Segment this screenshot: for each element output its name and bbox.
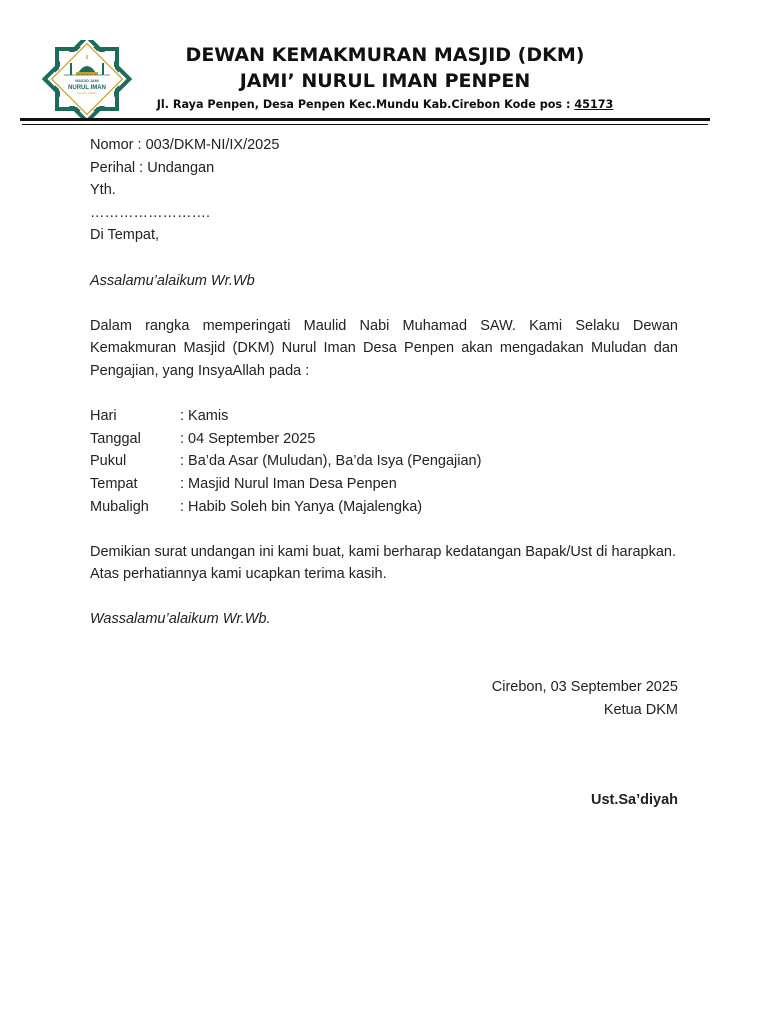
detail-value: : 04 September 2025: [180, 430, 316, 447]
detail-value: : Masjid Nurul Iman Desa Penpen: [180, 475, 397, 492]
detail-row-tempat: [90, 473, 678, 496]
closing-paragraph: Demikian surat undangan ini kami buat, kami berharap kedatangan Bapak/Ust di harapkan.: [90, 543, 676, 560]
letter-subject: Perihal : Undangan: [90, 159, 215, 176]
place-date: Cirebon, 03 September 2025: [491, 679, 678, 696]
detail-label: Mubaligh: [90, 498, 149, 515]
detail-value: : Habib Soleh bin Yanya (Majalengka): [180, 498, 423, 515]
letter-recipient: …………………….: [90, 204, 211, 221]
logo-mid-text: MASJID JAMI: [75, 79, 99, 83]
detail-row-pukul: [90, 450, 678, 473]
logo-main-text: NURUL IMAN: [68, 85, 106, 91]
letter-body: [90, 134, 678, 812]
letter-number: Nomor : 003/DKM-NI/IX/2025: [90, 137, 280, 153]
org-address: [140, 98, 630, 111]
detail-label: Hari: [90, 408, 117, 425]
opening-greeting: Assalamu’alaikum Wr.Wb: [90, 272, 255, 289]
logo-small-text: DEWAN KEMAKMURAN MASJID JAMI: [64, 74, 110, 77]
detail-label: Tanggal: [90, 430, 141, 447]
detail-row-hari: [90, 405, 678, 428]
signer-name: Ust.Sa’diyah: [590, 792, 678, 809]
letter-di-tempat: Di Tempat,: [90, 227, 160, 244]
signer-position: Ketua DKM: [603, 701, 678, 718]
letterhead: [0, 0, 768, 130]
event-details: [90, 405, 678, 518]
detail-label: Tempat: [90, 475, 138, 492]
letterhead-text: [140, 42, 630, 111]
logo-sub-text: Penpen · Mundu: [77, 92, 97, 95]
letterhead-rule-thin: [22, 124, 708, 125]
postcode: 45173: [574, 98, 614, 111]
detail-label: Pukul: [90, 453, 127, 470]
org-name-line1: DEWAN KEMAKMURAN MASJID (DKM): [185, 44, 585, 66]
intro-paragraph: Dalam rangka memperingati Maulid Nabi Muhamad SAW. Kami Selaku Dewan Kemakmuran Masjid (DKM) Nurul Iman Desa Penpen akan mengadakan Muludan dan Pengajian, yang InsyaAllah pada :: [90, 317, 678, 379]
letterhead-rule-thick: [20, 118, 710, 121]
closing-greeting: Wassalamu’alaikum Wr.Wb.: [90, 611, 271, 628]
org-name-line2: JAMI’ NURUL IMAN PENPEN: [239, 70, 531, 92]
detail-value: : Ba’da Asar (Muludan), Ba’da Isya (Pengajian): [180, 453, 482, 470]
detail-value: : Kamis: [180, 408, 229, 425]
detail-row-mubaligh: [90, 496, 678, 519]
detail-row-tanggal: [90, 428, 678, 451]
letter-yth: Yth.: [90, 182, 116, 199]
thanks-line: Atas perhatiannya kami ucapkan terima kasih.: [90, 566, 387, 583]
mosque-logo-icon: [42, 40, 132, 118]
address-text: Jl. Raya Penpen, Desa Penpen Kec.Mundu Kab.Cirebon Kode pos :: [156, 98, 575, 111]
